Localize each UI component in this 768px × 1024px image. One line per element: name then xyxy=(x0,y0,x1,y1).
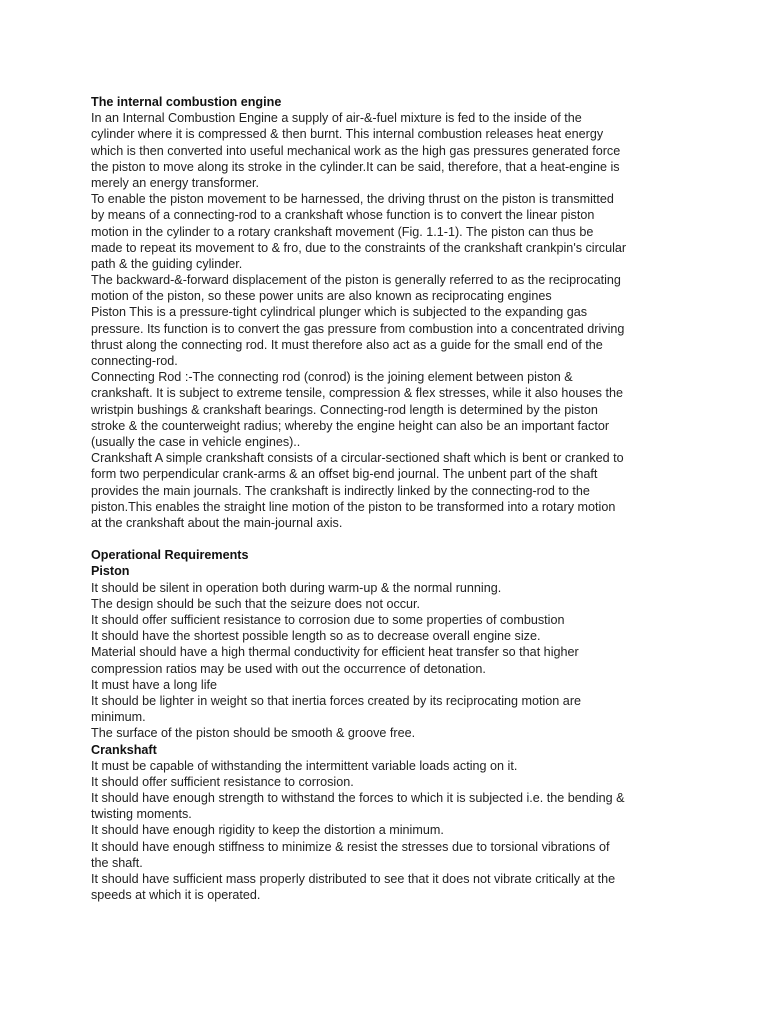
list-item: It should be silent in operation both during warm-up & the normal running. xyxy=(91,580,502,595)
intro-line: thrust along the connecting rod. It must therefore also act as a guide for the small end of the xyxy=(91,337,603,352)
document-title: The internal combustion engine xyxy=(91,95,282,109)
intro-section xyxy=(91,110,691,531)
list-item: the shaft. xyxy=(91,855,143,870)
list-item: It must have a long life xyxy=(91,677,218,692)
intro-line: wristpin bushings & crankshaft bearings. Connecting-rod length is determined by the piston xyxy=(91,402,598,417)
section-spacer xyxy=(91,531,691,547)
list-item: twisting moments. xyxy=(91,807,192,822)
intro-line: (usually the case in vehicle engines).. xyxy=(91,434,301,449)
list-item: It must be capable of withstanding the intermittent variable loads acting on it. xyxy=(91,758,518,773)
list-item: It should have the shortest possible length so as to decrease overall engine size. xyxy=(91,629,541,644)
intro-line: In an Internal Combustion Engine a supply of air-&-fuel mixture is fed to the inside of the xyxy=(91,111,582,126)
list-item: It should have enough stiffness to minimize & resist the stresses due to torsional vibrations of xyxy=(91,839,610,854)
intro-line: provides the main journals. The crankshaft is indirectly linked by the connecting-rod to the xyxy=(91,483,590,498)
list-item: minimum. xyxy=(91,710,146,725)
intro-line: To enable the piston movement to be harnessed, the driving thrust on the piston is transmitted xyxy=(91,192,614,207)
piston-heading: Piston xyxy=(91,564,130,579)
list-item: It should be lighter in weight so that inertia forces created by its reciprocating motion are xyxy=(91,693,582,708)
list-item: It should have enough strength to withstand the forces to which it is subjected i.e. the bending & xyxy=(91,791,625,806)
intro-line: which is then converted into useful mechanical work as the high gas pressures generated force xyxy=(91,143,621,158)
intro-line: Connecting Rod :-The connecting rod (conrod) is the joining element between piston & xyxy=(91,370,573,385)
crankshaft-heading: Crankshaft xyxy=(91,742,157,757)
list-item: The surface of the piston should be smooth & groove free. xyxy=(91,726,416,741)
requirements-heading: Operational Requirements xyxy=(91,548,249,563)
intro-line: path & the guiding cylinder. xyxy=(91,256,243,271)
list-item: Material should have a high thermal conductivity for efficient heat transfer so that higher xyxy=(91,645,579,660)
intro-line: by means of a connecting-rod to a crankshaft whose function is to convert the linear piston xyxy=(91,208,595,223)
document-page xyxy=(91,94,691,903)
intro-line: The backward-&-forward displacement of the piston is generally referred to as the reciprocating xyxy=(91,273,621,288)
list-item: It should offer sufficient resistance to corrosion due to some properties of combustion xyxy=(91,613,565,627)
list-item: speeds at which it is operated. xyxy=(91,888,261,903)
intro-line: cylinder where it is compressed & then burnt. This internal combustion releases heat energy xyxy=(91,127,604,142)
list-item: compression ratios may be used with out the occurrence of detonation. xyxy=(91,661,486,676)
intro-line: pressure. Its function is to convert the gas pressure from combustion into a concentrated driving xyxy=(91,321,625,336)
intro-line: stroke & the counterweight radius; whereby the engine height can also be an important factor xyxy=(91,418,610,433)
list-item: It should have enough rigidity to keep the distortion a minimum. xyxy=(91,823,444,838)
intro-line: the piston to move along its stroke in the cylinder.It can be said, therefore, that a heat-engine is xyxy=(91,159,620,174)
intro-line: at the crankshaft about the main-journal axis. xyxy=(91,515,343,530)
piston-requirements-list xyxy=(91,580,691,742)
intro-line: Piston This is a pressure-tight cylindrical plunger which is subjected to the expanding gas xyxy=(91,305,588,320)
intro-line: connecting-rod. xyxy=(91,354,178,368)
intro-line: merely an energy transformer. xyxy=(91,175,259,190)
intro-line: made to repeat its movement to & fro, due to the constraints of the crankshaft crankpin's circular xyxy=(91,240,627,255)
intro-line: motion in the cylinder to a rotary crankshaft movement (Fig. 1.1-1). The piston can thus be xyxy=(91,224,594,239)
intro-line: crankshaft. It is subject to extreme tensile, compression & flex stresses, while it also houses the xyxy=(91,386,623,401)
intro-line: motion of the piston, so these power units are also known as reciprocating engines xyxy=(91,289,552,304)
intro-line: form two perpendicular crank-arms & an offset big-end journal. The unbent part of the shaft xyxy=(91,467,598,482)
intro-line: Crankshaft A simple crankshaft consists of a circular-sectioned shaft which is bent or cranked to xyxy=(91,451,624,466)
crankshaft-requirements-list xyxy=(91,758,691,904)
list-item: The design should be such that the seizure does not occur. xyxy=(91,596,421,611)
list-item: It should have sufficient mass properly distributed to see that it does not vibrate critically at the xyxy=(91,872,616,886)
list-item: It should offer sufficient resistance to corrosion. xyxy=(91,774,354,789)
intro-line: piston.This enables the straight line motion of the piston to be transformed into a rotary motion xyxy=(91,499,616,514)
